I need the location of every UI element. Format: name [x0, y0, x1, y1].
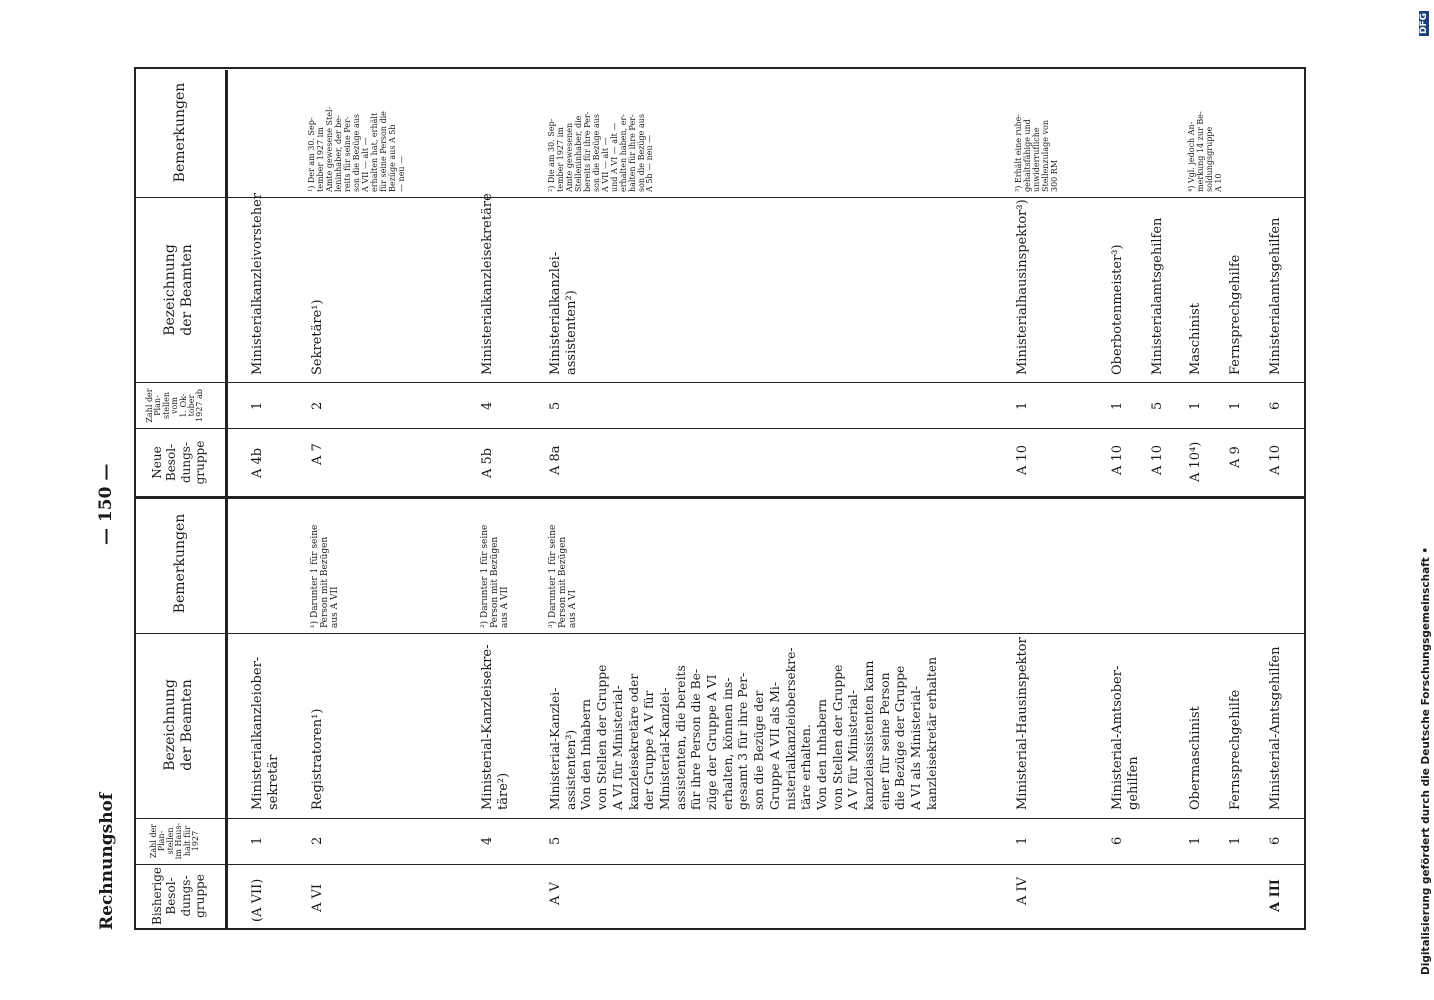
right-row-6-title: Oberbotenmeister³) — [1110, 244, 1125, 375]
table-bottom-rule — [134, 928, 1306, 930]
col-sep-left-group — [134, 864, 1306, 865]
right-row-10-title: Ministerialamtsgehilfen — [1268, 217, 1283, 375]
left-row-5-group: A IV — [1015, 876, 1030, 905]
left-row-3-remark: ²) Darunter 1 für seine Person mit Bezügen aus A VII — [480, 524, 511, 628]
left-row-2-title: Registratoren¹) — [310, 708, 325, 810]
side-note: Digitalisierung gefördert durch die Deutsche Forschungsgemeinschaft • — [1420, 546, 1432, 975]
right-row-7-count: 5 — [1150, 401, 1165, 410]
right-row-4-remark: ²) Die am 30. Sep- tember 1927 im Amte gewesenen Stelleninhaber, die bereits für ihre Per- son die Bezüge aus A VII — alt — und A VI — alt — erhalten haben, er- halten für ihre Per- son die Bezüge aus A 5b — neu — — [547, 111, 655, 192]
left-row-1-group: (A VII) — [250, 878, 265, 922]
left-row-5-count: 1 — [1015, 836, 1030, 845]
right-row-7-group: A 10 — [1150, 444, 1165, 475]
right-row-5-count: 1 — [1015, 401, 1030, 410]
right-row-6-count: 1 — [1110, 401, 1125, 410]
right-row-8-count: 1 — [1188, 401, 1203, 410]
left-row-6-title: Ministerial-Amtsober- gehilfen — [1110, 665, 1141, 810]
right-row-9-count: 1 — [1228, 401, 1243, 410]
right-row-2-group: A 7 — [310, 443, 325, 465]
left-row-9-group: A III — [1268, 879, 1283, 912]
left-row-5-title: Ministerial-Hausinspektor — [1015, 637, 1030, 810]
left-row-1-count: 1 — [250, 836, 265, 845]
right-row-1-count: 1 — [250, 401, 265, 410]
right-row-8-title: Maschinist — [1188, 303, 1203, 375]
left-row-8-count: 1 — [1228, 836, 1243, 845]
left-header-remarks: Bemerkungen — [172, 513, 188, 614]
right-row-5-remark: ³) Erhält eine ruhe- gehaltsfähige und unwiderrufliche Stellenzulage von 300 RM — [1014, 113, 1059, 192]
right-row-5-group: A 10 — [1015, 444, 1030, 475]
right-row-9-group: A 9 — [1228, 446, 1243, 468]
left-row-3-count: 4 — [480, 836, 495, 845]
left-row-9-count: 6 — [1268, 836, 1283, 845]
right-row-8-remark: ⁴) Vgl. jedoch An- merkung 14 zur Be- soldungsgruppe A 10 — [1187, 111, 1223, 192]
right-row-4-count: 5 — [548, 401, 563, 410]
col-sep-right-group — [134, 428, 1306, 429]
right-row-9-title: Fernsprechgehilfe — [1228, 254, 1243, 375]
right-row-1-title: Ministerialkanzleivorsteher — [250, 193, 265, 375]
right-header-group: Neue Besol- dungs- gruppe — [150, 440, 208, 485]
right-row-8-group: A 10⁴) — [1188, 441, 1203, 482]
right-header-remarks: Bemerkungen — [172, 82, 188, 183]
left-row-4-title: Ministerial-Kanzlei- assistenten³) Von den Inhabern von Stellen der Gruppe A VI für Ministerial- kanzleisekretäre oder der Gruppe A V für Ministerial-Kanzlei- assistenten, die bereits für ihre Person die Be- züge der Gruppe A VI erhalten, können ins- gesamt 3 für ihre Per- son die Bezüge der Gruppe A VII als Mi- nisterialkanzleiobersekre- täre erhalten. Von den Inhabern von Stellen der Gruppe A V für Ministerial- kanzleiassistenten kann einer für seine Person die Bezüge der Gruppe A VI als Ministerial- kanzleisekretär erhalten — [548, 647, 939, 810]
right-row-1-group: A 4b — [250, 447, 265, 478]
right-header-count: Zahl der Plan- stellen vom 1. Ok- tober 1927 ab — [145, 388, 205, 423]
left-row-2-count: 2 — [310, 836, 325, 845]
left-row-4-group: A V — [548, 882, 563, 905]
col-sep-halves — [134, 496, 1306, 499]
right-row-5-title: Ministerialhausinspektor³) — [1015, 199, 1030, 375]
left-row-8-title: Fernsprechgehilfe — [1228, 689, 1243, 810]
left-row-4-remark: ³) Darunter 1 für seine Person mit Bezügen aus A VI — [548, 524, 579, 628]
right-row-2-remark: ¹) Der am 30. Sep- tember 1927 im Amte gewesene Stel- leninhaber, der be- reits für seine Per- son die Bezüge aus A VII — alt — erhalten hat, erhält für seine Person die Bezüge aus A 5b — neu — — [307, 106, 406, 192]
section-title: Rechnungshof — [97, 792, 117, 930]
right-header-title: Bezeichnung der Beamten — [162, 244, 195, 336]
left-row-7-title: Obermaschinist — [1188, 706, 1203, 810]
left-row-4-count: 5 — [548, 836, 563, 845]
right-row-6-group: A 10 — [1110, 444, 1125, 475]
left-row-6-count: 6 — [1110, 836, 1125, 845]
left-row-2-remark: ¹) Darunter 1 für seine Person mit Bezügen aus A VII — [310, 524, 341, 628]
right-row-4-title: Ministerialkanzlei- assistenten²) — [548, 251, 579, 375]
left-header-count: Zahl der Plan- stellen im Haus- halt für 1927 — [149, 822, 200, 860]
header-bottom-rule — [225, 70, 228, 928]
right-row-10-group: A 10 — [1268, 444, 1283, 475]
right-row-3-group: A 5b — [480, 447, 495, 478]
right-row-7-title: Ministerialamtsgehilfen — [1150, 217, 1165, 375]
col-sep-left-count — [134, 818, 1306, 819]
left-row-7-count: 1 — [1188, 836, 1203, 845]
right-row-3-title: Ministerialkanzleisekretäre — [480, 193, 495, 375]
col-sep-right-count — [134, 382, 1306, 383]
page-number: — 150 — — [96, 463, 116, 545]
left-header-title: Bezeichnung der Beamten — [162, 679, 195, 771]
right-row-2-count: 2 — [310, 401, 325, 410]
left-row-3-title: Ministerial-Kanzleisekre- täre²) — [480, 644, 511, 810]
right-row-3-count: 4 — [480, 401, 495, 410]
right-row-2-title: Sekretäre¹) — [310, 299, 325, 375]
left-row-1-title: Ministerialkanzleiober- sekretär — [250, 656, 281, 810]
right-row-10-count: 6 — [1268, 401, 1283, 410]
left-header-group: Bisherige Besol- dungs- gruppe — [150, 866, 208, 925]
left-row-2-group: A VI — [310, 883, 325, 912]
right-row-4-group: A 8a — [548, 445, 563, 475]
dfg-logo: DFG — [1419, 12, 1429, 34]
left-row-9-title: Ministerial-Amtsgehilfen — [1268, 646, 1283, 810]
